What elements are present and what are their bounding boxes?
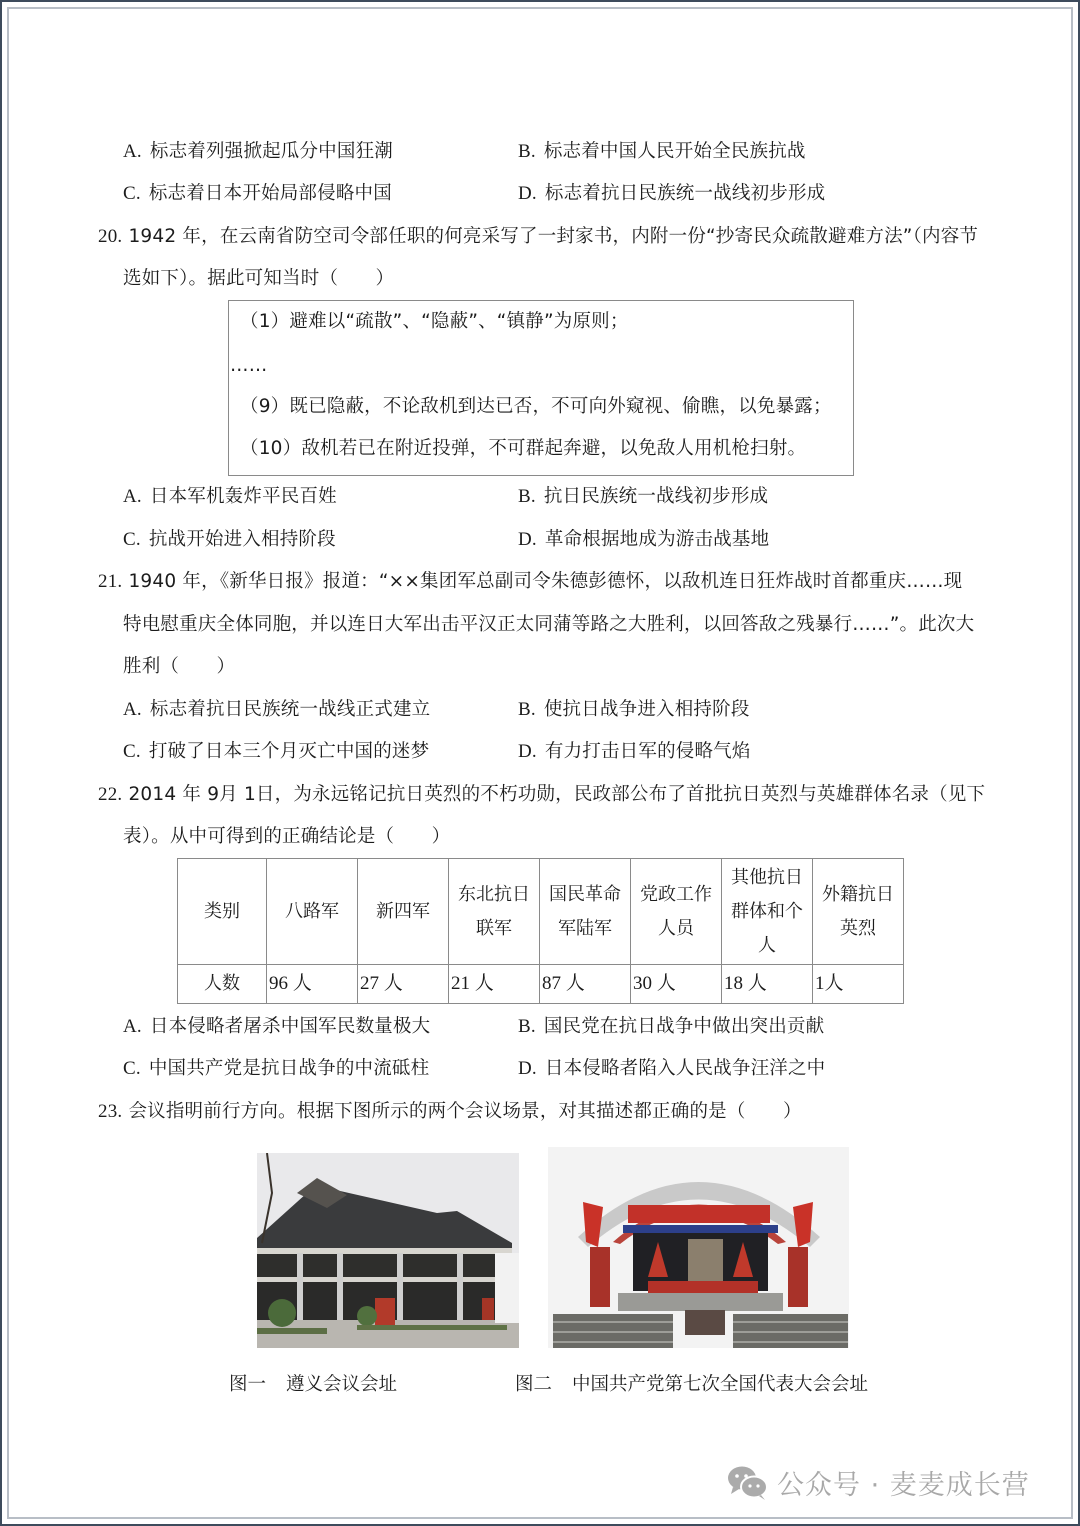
table-header-cell: 八路军 [267, 859, 358, 965]
table-row [178, 965, 904, 1004]
table-header-cell: 类别 [178, 859, 267, 965]
table-cell: 96 人 [267, 965, 358, 1004]
table-cell: 18 人 [722, 965, 813, 1004]
q20-excerpt-ellipsis: …… [230, 355, 268, 376]
q20-option-c: C. 抗战开始进入相持阶段 [123, 529, 336, 550]
auditorium-photo-icon [548, 1147, 849, 1348]
q20-excerpt-item-10: （10）敌机若已在附近投弹，不可群起奔避，以免敌人用机枪扫射。 [240, 438, 807, 459]
q20-option-a: A. 日本军机轰炸平民百姓 [123, 486, 337, 507]
q21-stem-line3: 胜利（ ） [123, 656, 236, 677]
heroes-table [177, 858, 904, 1004]
q21-stem-line1: 21. 1940 年，《新华日报》报道：“××集团军总副司令朱德彭德怀，以敌机连日狂炸战时首都重庆……现 [98, 571, 963, 592]
figure1-zunyi-photo [257, 1153, 519, 1348]
q20-option-b: B. 抗日民族统一战线初步形成 [518, 486, 769, 507]
table-cell: 1人 [813, 965, 904, 1004]
table-header-cell: 外籍抗日 英烈 [813, 859, 904, 965]
q19-option-a: A. 标志着列强掀起瓜分中国狂潮 [123, 141, 393, 162]
q22-option-b: B. 国民党在抗日战争中做出突出贡献 [518, 1016, 825, 1037]
q22-option-a: A. 日本侵略者屠杀中国军民数量极大 [123, 1016, 431, 1037]
q21-stem-line2: 特电慰重庆全体同胞，并以连日大军出击平汉正太同蒲等路之大胜利，以回答敌之残暴行……”。此次大 [123, 614, 975, 635]
q20-option-d: D. 革命根据地成为游击战基地 [518, 529, 770, 550]
table-header-row [178, 859, 904, 965]
q21-option-a: A. 标志着抗日民族统一战线正式建立 [123, 699, 431, 720]
q22-stem-line2: 表）。从中可得到的正确结论是（ ） [123, 826, 451, 847]
table-header-cell: 东北抗日 联军 [449, 859, 540, 965]
table-header-cell: 党政工作 人员 [631, 859, 722, 965]
figure2-caption: 图二 中国共产党第七次全国代表大会会址 [515, 1374, 869, 1395]
table-cell: 27 人 [358, 965, 449, 1004]
watermark [727, 1463, 1030, 1502]
building-photo-icon [257, 1153, 519, 1348]
q23-stem: 23. 会议指明前行方向。根据下图所示的两个会议场景，对其描述都正确的是（ ） [98, 1101, 802, 1122]
q22-option-c: C. 中国共产党是抗日战争的中流砥柱 [123, 1058, 430, 1079]
table-cell: 87 人 [540, 965, 631, 1004]
q21-option-b: B. 使抗日战争进入相持阶段 [518, 699, 750, 720]
watermark-text: 公众号 · 麦麦成长营 [777, 1470, 1030, 1501]
table-cell: 30 人 [631, 965, 722, 1004]
q20-stem-line2: 选如下）。据此可知当时（ ） [123, 268, 395, 289]
table-header-cell: 新四军 [358, 859, 449, 965]
q20-stem-line1: 20. 1942 年，在云南省防空司令部任职的何亮采写了一封家书，内附一份“抄寄民众疏散避难方法”（内容节 [98, 226, 979, 247]
table-cell: 21 人 [449, 965, 540, 1004]
wechat-icon [727, 1465, 769, 1501]
figure1-caption: 图一 遵义会议会址 [229, 1374, 398, 1395]
table-row-label: 人数 [178, 965, 267, 1004]
q20-excerpt-item-1: （1）避难以“疏散”、“隐蔽”、“镇静”为原则； [240, 311, 629, 332]
q20-excerpt-item-9: （9）既已隐蔽，不论敌机到达已否，不可向外窥视、偷瞧，以免暴露； [240, 396, 832, 417]
q22-stem-line1: 22. 2014 年 9月 1日，为永远铭记抗日英烈的不朽功勋，民政部公布了首批抗日英烈与英雄群体名录（见下 [98, 784, 986, 805]
q19-option-c: C. 标志着日本开始局部侵略中国 [123, 183, 392, 204]
q21-option-d: D. 有力打击日军的侵略气焰 [518, 741, 751, 762]
q19-option-d: D. 标志着抗日民族统一战线初步形成 [518, 183, 826, 204]
q21-option-c: C. 打破了日本三个月灭亡中国的迷梦 [123, 741, 430, 762]
q19-option-b: B. 标志着中国人民开始全民族抗战 [518, 141, 806, 162]
figure2-congress-photo [548, 1147, 849, 1348]
table-header-cell: 其他抗日 群体和个 人 [722, 859, 813, 965]
q22-option-d: D. 日本侵略者陷入人民战争汪洋之中 [518, 1058, 826, 1079]
table-header-cell: 国民革命 军陆军 [540, 859, 631, 965]
